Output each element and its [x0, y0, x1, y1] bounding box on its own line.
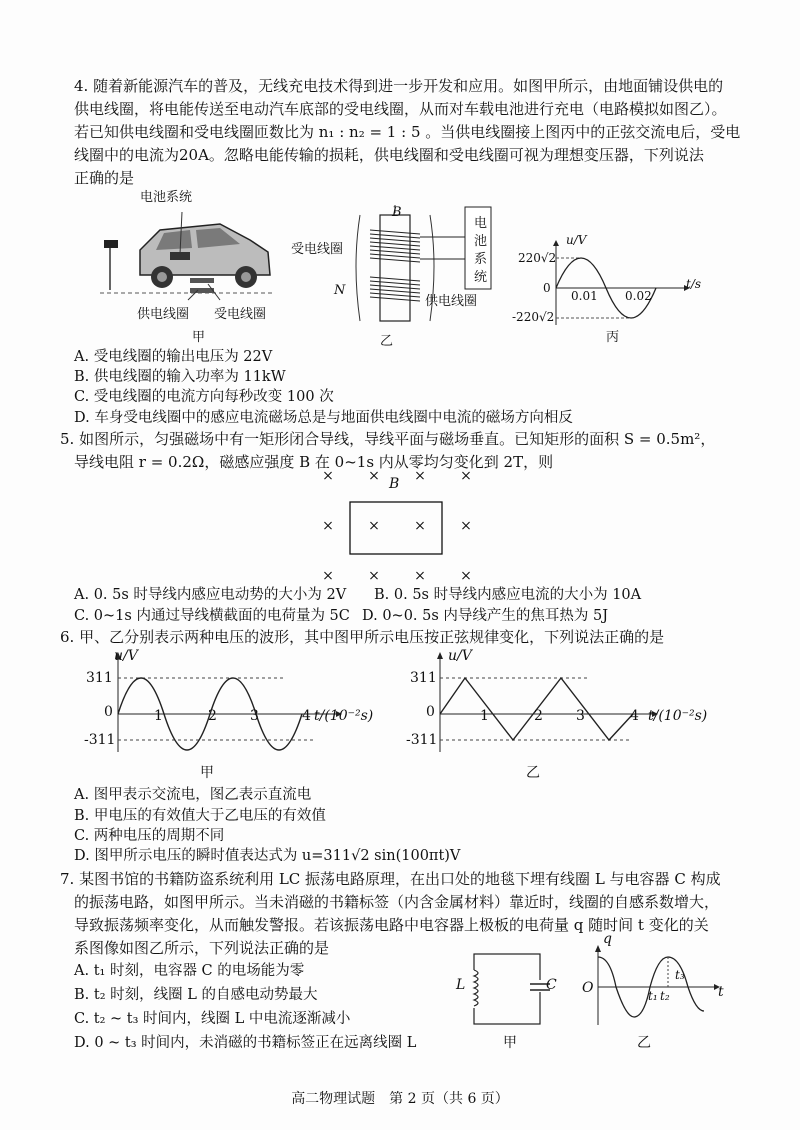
svg-text:×: ×	[460, 568, 472, 584]
q4-option-b: B. 供电线圈的输入功率为 11kW	[74, 369, 286, 385]
q6-option-d: D. 图甲所示电压的瞬时值表达式为 u=311√2 sin(100πt)V	[74, 848, 461, 864]
svg-text:×: ×	[368, 568, 380, 584]
q7-q-label: q	[603, 931, 612, 947]
svg-text:×: ×	[368, 468, 380, 484]
q6-jia-tick-3: 3	[250, 708, 259, 724]
q4-yi-receive-label: 受电线圈	[291, 242, 344, 257]
q7-lc-circuit	[470, 950, 550, 1030]
q5-option-a: A. 0. 5s 时导线内感应电动势的大小为 2V	[74, 587, 347, 603]
q7-jia-caption: 甲	[503, 1035, 517, 1051]
q4-bing-xlabel: t/s	[686, 277, 702, 291]
q4-bing-ymin: -220√2	[512, 310, 555, 324]
q7-t1-label: t₁	[648, 989, 658, 1003]
q7-option-b: B. t₂ 时刻，线圈 L 的自感电动势最大	[74, 987, 318, 1003]
q6-yi-zero: 0	[426, 704, 435, 720]
page-footer: 高二物理试题 第 2 页（共 6 页）	[291, 1091, 509, 1107]
q7-option-d: D. 0 ~ t₃ 时间内，未消磁的书籍标签正在远离线圈 L	[74, 1035, 417, 1051]
q4-yi-caption: 乙	[380, 334, 394, 349]
q6-graph-jia	[118, 652, 348, 752]
q7-l-label: L	[456, 977, 466, 993]
q4-option-c: C. 受电线圈的电流方向每秒改变 100 次	[74, 389, 334, 405]
q4-jia-supply-label: 供电线圈	[137, 307, 190, 322]
q7-t3-label: t₃	[675, 968, 685, 982]
q6-yi-tick-1: 1	[480, 708, 489, 724]
q5-line-1: 5. 如图所示，匀强磁场中有一矩形闭合导线，导线平面与磁场垂直。已知矩形的面积 S = 0.5m²，	[60, 430, 716, 448]
q6-jia-tick-2: 2	[208, 708, 217, 724]
q4-line-4: 线圈中的电流为20A。忽略电能传输的损耗，供电线圈和受电线圈可视为理想变压器，下列说法	[74, 146, 704, 164]
q4-jia-battery-label: 电池系统	[140, 190, 193, 205]
svg-text:×: ×	[368, 518, 380, 534]
q4-line-5: 正确的是	[74, 169, 135, 187]
svg-text:×: ×	[414, 518, 426, 534]
q6-yi-tick-4: 4	[630, 708, 639, 724]
q6-yi-tick-2: 2	[534, 708, 543, 724]
q5-option-c: C. 0~1s 内通过导线横截面的电荷量为 5C	[74, 608, 350, 624]
q4-yi-battery-4: 统	[474, 270, 488, 285]
q4-yi-b-label: B	[392, 205, 402, 220]
q4-option-d: D. 车身受电线圈中的感应电流磁场总是与地面供电线圈中电流的磁场方向相反	[74, 410, 573, 426]
q7-o-label: O	[582, 980, 594, 996]
q4-line-3: 若已知供电线圈和受电线圈匝数比为 n₁ : n₂ = 1 : 5 。当供电线圈接上图丙中的正弦交流电后，受电	[74, 123, 741, 141]
q7-yi-caption: 乙	[637, 1035, 651, 1051]
svg-text:×: ×	[460, 518, 472, 534]
q4-yi-supply-label: 供电线圈	[425, 294, 478, 309]
q7-line-2: 的振荡电路，如图甲所示。当未消磁的书籍标签（内含金属材料）靠近时，线圈的自感系数增大，	[74, 893, 720, 911]
q4-fig-bing-graph	[556, 240, 696, 325]
q6-option-b: B. 甲电压的有效值大于乙电压的有效值	[74, 808, 326, 824]
svg-text:×: ×	[460, 468, 472, 484]
svg-text:×: ×	[414, 468, 426, 484]
q6-yi-ymax: 311	[410, 670, 437, 686]
q5-line-2: 导线电阻 r = 0.2Ω，磁感应强度 B 在 0~1s 内从零均匀变化到 2T，则	[74, 453, 554, 471]
svg-text:×: ×	[322, 568, 334, 584]
q7-line-4: 系图像如图乙所示，下列说法正确的是	[74, 939, 330, 957]
q4-option-a: A. 受电线圈的输出电压为 22V	[74, 349, 273, 365]
q4-line-1: 4. 随着新能源汽车的普及，无线充电技术得到进一步开发和应用。如图甲所示，由地面铺设供电的	[74, 77, 724, 95]
q7-option-a: A. t₁ 时刻，电容器 C 的电场能为零	[74, 963, 305, 979]
q7-t2-label: t₂	[660, 989, 670, 1003]
q4-jia-caption: 甲	[192, 330, 206, 345]
q4-bing-t2: 0.02	[625, 289, 652, 303]
q6-jia-ymin: -311	[84, 732, 116, 748]
q4-bing-ymax: 220√2	[518, 251, 557, 265]
q4-bing-ylabel: u/V	[566, 233, 587, 247]
q4-yi-battery-2: 池	[474, 234, 488, 249]
q7-line-3: 导致振荡频率变化，从而触发警报。若该振荡电路中电容器上极板的电荷量 q 随时间 t 变化的关	[74, 916, 709, 934]
q6-yi-tick-3: 3	[576, 708, 585, 724]
q7-option-c: C. t₂ ~ t₃ 时间内，线圈 L 中电流逐渐减小	[74, 1011, 351, 1027]
q4-yi-n-label: N	[334, 283, 346, 298]
q4-bing-zero: 0	[543, 281, 551, 295]
q5-b-label: B	[389, 476, 400, 492]
q6-yi-xlabel: t/(10⁻²s)	[648, 708, 708, 724]
svg-text:×: ×	[414, 568, 426, 584]
q6-option-c: C. 两种电压的周期不同	[74, 828, 225, 844]
q6-jia-tick-4: 4	[302, 708, 311, 724]
q4-yi-battery-1: 电	[474, 216, 488, 231]
q6-jia-ymax: 311	[86, 670, 113, 686]
q6-yi-ylabel: u/V	[448, 648, 472, 664]
q7-t-label: t	[718, 984, 724, 1000]
q6-option-a: A. 图甲表示交流电，图乙表示直流电	[74, 787, 312, 803]
q5-option-d: D. 0~0. 5s 内导线产生的焦耳热为 5J	[362, 608, 609, 624]
q6-jia-xlabel: t/(10⁻²s)	[314, 708, 374, 724]
q6-line: 6. 甲、乙分别表示两种电压的波形，其中图甲所示电压按正弦规律变化，下列说法正确的是	[60, 628, 665, 646]
q4-fig-jia-car	[100, 200, 280, 310]
q5-option-b: B. 0. 5s 时导线内感应电流的大小为 10A	[374, 587, 642, 603]
svg-text:×: ×	[322, 518, 334, 534]
q6-yi-caption: 乙	[526, 765, 540, 781]
q6-jia-zero: 0	[104, 704, 113, 720]
q6-jia-ylabel: u/V	[114, 648, 138, 664]
q6-yi-ymin: -311	[406, 732, 438, 748]
q6-jia-tick-1: 1	[154, 708, 163, 724]
svg-text:×: ×	[322, 468, 334, 484]
q4-bing-caption: 丙	[606, 330, 620, 345]
q6-graph-yi	[440, 652, 670, 752]
q4-jia-receive-label: 受电线圈	[214, 307, 267, 322]
q7-c-label: C	[546, 977, 557, 993]
q4-yi-battery-3: 系	[474, 252, 488, 267]
q7-line-1: 7. 某图书馆的书籍防盗系统利用 LC 振荡电路原理，在出口处的地毯下埋有线圈 L 与电容器 C 构成	[60, 870, 721, 888]
q4-bing-t1: 0.01	[571, 289, 598, 303]
q4-line-2: 供电线圈，将电能传送至电动汽车底部的受电线圈，从而对车载电池进行充电（电路模拟如图乙）。	[74, 100, 727, 118]
q7-qt-graph	[598, 945, 728, 1025]
q6-jia-caption: 甲	[200, 765, 214, 781]
